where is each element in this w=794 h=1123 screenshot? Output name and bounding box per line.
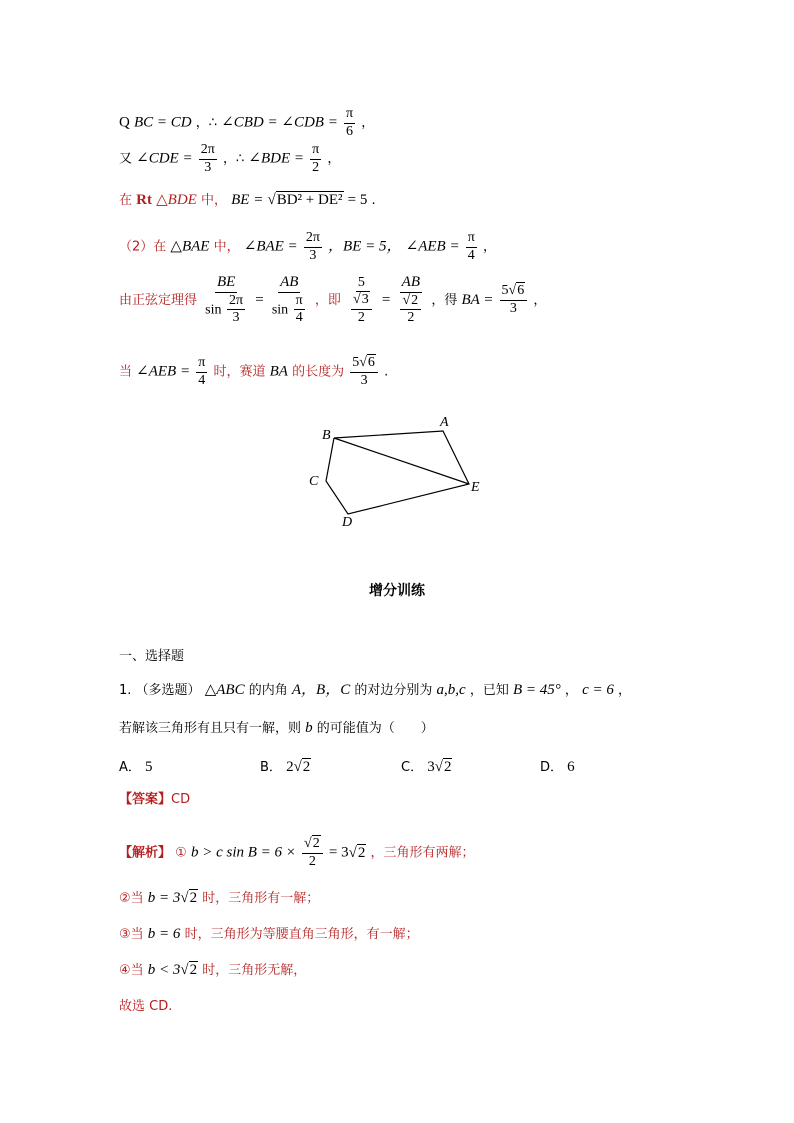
- fraction-denominator: 2: [312, 159, 320, 175]
- fraction-numerator: π: [294, 294, 305, 311]
- question-number: 1.: [119, 683, 132, 698]
- therefore-symbol: ，∴: [195, 115, 218, 131]
- solution-line-2: [119, 143, 340, 175]
- fraction-denominator: 3: [309, 247, 317, 263]
- option-coefficient: 2: [286, 759, 294, 775]
- equals: =: [255, 292, 264, 309]
- sides: a,b,c: [436, 682, 466, 698]
- square-root: [267, 193, 343, 208]
- conclusion-line: 故选 CD.: [119, 999, 173, 1014]
- square-root: [435, 759, 453, 776]
- vertex-label-c: C: [309, 474, 319, 489]
- equation: b = 6: [147, 926, 181, 942]
- radical-sign: √: [180, 890, 189, 906]
- condition: ，BE = 5，: [328, 238, 402, 255]
- radicand: 6: [367, 355, 375, 370]
- triangle-name: △BDE: [156, 192, 197, 208]
- solution-line-6: [119, 356, 388, 388]
- analysis-line-4: [119, 963, 306, 978]
- answer-tag: 【答案】: [119, 792, 172, 807]
- solution-line-1: [119, 107, 374, 139]
- option-b[interactable]: [260, 756, 311, 776]
- therefore-symbol: ，∴: [222, 151, 245, 167]
- fraction: [304, 231, 322, 263]
- result-fraction: [350, 356, 378, 388]
- analysis-line-1: [119, 837, 474, 869]
- punctuation: .: [384, 364, 389, 380]
- radical-sign: √: [293, 759, 302, 775]
- square-root: [400, 294, 421, 311]
- fraction-denominator: 2: [407, 310, 415, 326]
- variable: b: [305, 720, 313, 736]
- option-letter: D．: [540, 760, 564, 775]
- nested-fraction: [400, 294, 421, 326]
- text: ④当: [119, 963, 144, 978]
- text: 若解该三角形有且只有一解，则: [119, 721, 302, 736]
- text: ③当: [119, 927, 144, 942]
- text: 由正弦定理得: [119, 293, 198, 309]
- punctuation: ，: [533, 293, 547, 309]
- fraction-denominator: 3: [204, 159, 212, 175]
- punctuation: ，: [361, 115, 375, 131]
- nested-fraction: [351, 293, 372, 325]
- fraction-numerator: 2π: [227, 294, 245, 311]
- result: = 5: [347, 192, 368, 208]
- fraction-denominator: [347, 292, 376, 325]
- radical-sign: √: [434, 759, 443, 775]
- option-letter: C．: [401, 760, 424, 775]
- radical-sign: √: [402, 292, 411, 308]
- nested-fraction: [294, 294, 305, 326]
- pentagon-figure: [300, 405, 500, 535]
- sine-rule-fraction-2: [270, 275, 309, 326]
- punctuation: ，: [564, 683, 578, 698]
- step-marker: ①: [175, 845, 187, 861]
- angle-equation: ∠CBD = ∠CDB =: [221, 114, 338, 131]
- equation: BC = CD: [133, 114, 192, 131]
- section-heading: 增分训练: [369, 583, 425, 599]
- radical-sign: √: [353, 292, 361, 308]
- fraction-denominator: 4: [467, 247, 475, 263]
- radicand: 6: [517, 283, 525, 299]
- radicand: 2: [357, 844, 366, 861]
- text: 时，三角形为等腰直角三角形，有一解；: [184, 927, 419, 942]
- analysis-line-2: [119, 891, 319, 906]
- sin-label: sin: [271, 302, 289, 318]
- option-d[interactable]: [540, 756, 575, 776]
- text: 中，: [200, 193, 227, 208]
- radical-sign: √: [267, 192, 276, 208]
- part-label: （2）在: [119, 239, 167, 255]
- text: ，三角形有两解；: [370, 845, 475, 861]
- vertex-label-a: A: [440, 415, 449, 430]
- fraction-denominator: 4: [295, 310, 303, 326]
- fraction-numerator: BE: [215, 275, 237, 293]
- fraction-denominator: 3: [360, 372, 368, 388]
- angle-equation: ∠AEB =: [405, 238, 460, 255]
- option-c[interactable]: [401, 756, 452, 776]
- sin-label: sin: [205, 302, 222, 318]
- fraction-3: [347, 276, 376, 326]
- triangle-name: △BAE: [170, 238, 210, 255]
- fraction-numerator: AB: [278, 275, 300, 293]
- option-coefficient: 3: [427, 759, 435, 775]
- radicand: 3: [361, 292, 369, 308]
- coefficient: 5: [352, 355, 360, 370]
- text: 的可能值为（ ）: [316, 721, 434, 736]
- radicand: 2: [189, 962, 198, 978]
- fraction: [310, 143, 321, 175]
- analysis-line-3: [119, 927, 419, 942]
- square-root: [180, 963, 198, 978]
- text: 又: [119, 151, 133, 167]
- radicand: 2: [312, 836, 320, 851]
- fraction-numerator: [350, 356, 378, 373]
- radicand: 2: [302, 759, 311, 775]
- text: 的长度为: [292, 364, 345, 380]
- fraction-denominator: [203, 293, 249, 326]
- fraction: [344, 107, 355, 139]
- square-root: [294, 759, 312, 776]
- fraction-denominator: 2: [308, 853, 316, 869]
- answer-value: CD: [171, 792, 191, 807]
- fraction-denominator: 4: [198, 372, 206, 388]
- radical-sign: √: [304, 836, 312, 851]
- text: ，即: [314, 293, 341, 309]
- radicand: 2: [189, 890, 198, 906]
- fraction-4: [396, 275, 425, 326]
- vertex-label-e: E: [471, 480, 480, 495]
- equation: BA =: [461, 292, 494, 309]
- vertex-label-d: D: [342, 515, 353, 530]
- fraction-denominator: [270, 293, 309, 326]
- condition-c: c = 6: [582, 682, 614, 698]
- pentagon-outline: [326, 431, 469, 514]
- text: 当: [119, 364, 133, 380]
- question-1-line-2: [119, 721, 434, 736]
- text: 时，三角形无解，: [202, 963, 307, 978]
- text: ②当: [119, 891, 144, 906]
- fraction-numerator: 2π: [199, 143, 217, 160]
- fraction: [466, 231, 477, 263]
- fraction-numerator: π: [466, 231, 477, 248]
- fraction-denominator: 3: [232, 310, 240, 326]
- option-letter: A．: [119, 760, 141, 775]
- condition-b: B = 45°: [512, 682, 561, 698]
- diagonal-be: [334, 438, 469, 484]
- vertex-label-b: B: [322, 428, 331, 443]
- square-root: [302, 837, 323, 854]
- equals-coefficient: = 3: [328, 844, 349, 861]
- option-value: 6: [567, 759, 575, 775]
- fraction-numerator: [500, 284, 528, 301]
- text: 的对边分别为: [354, 683, 433, 698]
- square-root: [180, 891, 198, 906]
- text: 的内角: [248, 683, 288, 698]
- solution-line-4: [119, 231, 496, 263]
- fraction: [199, 143, 217, 175]
- punctuation: .: [371, 193, 376, 208]
- radicand: 2: [411, 292, 419, 308]
- square-root: [349, 846, 367, 861]
- vertices: A，B，C: [291, 682, 351, 698]
- equation: BE =: [231, 192, 264, 208]
- fraction-numerator: π: [310, 143, 321, 160]
- fraction-numerator: 2π: [304, 231, 322, 248]
- equals: =: [381, 292, 391, 309]
- text: ，已知: [469, 683, 509, 698]
- punctuation: ，: [618, 683, 632, 698]
- result-fraction: [500, 284, 528, 316]
- fraction: [196, 356, 207, 388]
- analysis-tag: 【解析】: [119, 845, 172, 861]
- solution-line-5: [119, 275, 546, 326]
- because-symbol: Q: [119, 114, 130, 131]
- text: 中，: [213, 239, 240, 255]
- square-root: [509, 284, 526, 299]
- fraction-numerator: π: [196, 356, 207, 373]
- rt-label: Rt: [136, 192, 152, 208]
- sine-rule-fraction-1: [203, 275, 249, 326]
- radical-sign: √: [348, 844, 357, 861]
- text: ，得: [431, 293, 458, 309]
- angle-equation: ∠BAE =: [243, 238, 298, 255]
- fraction-numerator: π: [344, 107, 355, 124]
- segment-name: BA: [269, 363, 288, 380]
- radical-sign: √: [508, 283, 517, 299]
- question-type: （多选题）: [135, 683, 201, 698]
- punctuation: ，: [327, 151, 341, 167]
- text: 时，赛道: [213, 364, 266, 380]
- option-a[interactable]: [119, 756, 153, 776]
- angle-equation: ∠CDE =: [136, 150, 193, 167]
- answer-line: [119, 793, 190, 806]
- radicand: BD² + DE²: [276, 192, 343, 208]
- option-value: 5: [145, 759, 153, 775]
- radical-sign: √: [180, 962, 189, 978]
- fraction-numerator: 5: [356, 276, 367, 293]
- fraction-denominator: 2: [357, 309, 365, 325]
- angle-equation: ∠BDE =: [248, 150, 304, 167]
- text: 在: [119, 193, 133, 208]
- text: 时，三角形有一解；: [202, 891, 320, 906]
- radical-sign: √: [359, 355, 367, 370]
- fraction-denominator: 6: [346, 123, 353, 139]
- fraction-numerator: AB: [400, 275, 422, 293]
- triangle-name: △ABC: [204, 682, 245, 698]
- nested-fraction: [227, 294, 245, 326]
- square-root: [351, 293, 372, 310]
- inequality: b > c sin B = 6 ×: [190, 844, 296, 861]
- fraction-denominator: 3: [509, 301, 517, 317]
- angle-equation: ∠AEB =: [136, 363, 191, 380]
- fraction: [302, 837, 323, 869]
- question-section-title: 一、选择题: [119, 649, 185, 664]
- fraction-denominator: [396, 293, 425, 326]
- option-letter: B．: [260, 760, 282, 775]
- equation: b = 3: [147, 890, 181, 906]
- square-root: [359, 356, 376, 371]
- punctuation: ，: [482, 239, 496, 255]
- inequality: b < 3: [147, 962, 181, 978]
- coefficient: 5: [501, 283, 509, 299]
- radicand: 2: [443, 759, 452, 775]
- solution-line-3: [119, 193, 376, 208]
- question-1-line-1: [119, 683, 631, 698]
